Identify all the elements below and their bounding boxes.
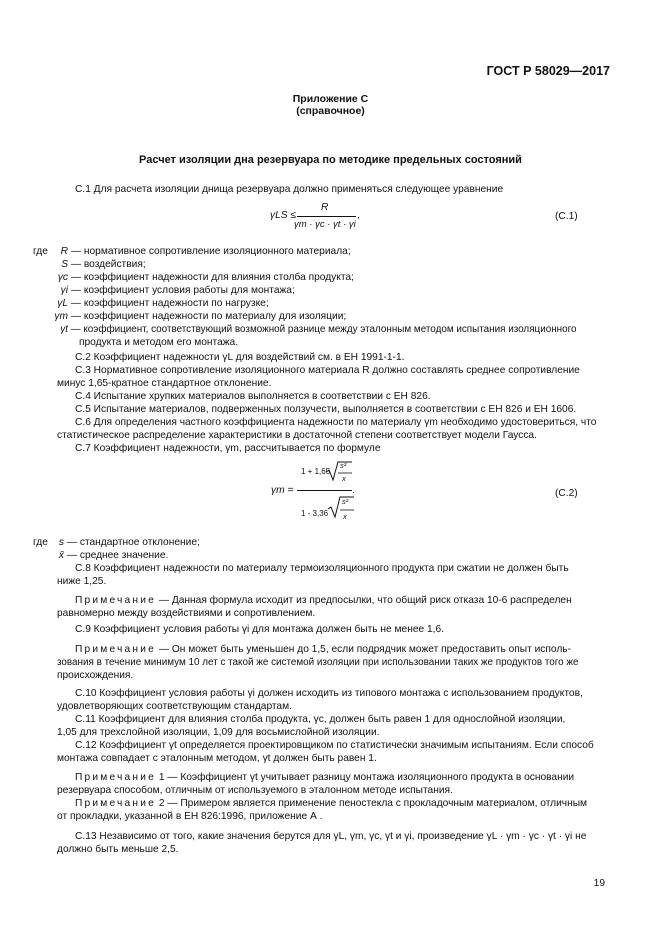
paragraph-c13-line2: должно быть меньше 2,5.	[57, 844, 179, 855]
formula2-period: .	[352, 485, 355, 496]
note-1-line2: равномерно между воздействиями и сопротивлением.	[57, 608, 316, 619]
annex-title: Приложение С	[292, 93, 369, 105]
definition-item: где R — нормативное сопротивление изоляционного материала;	[33, 246, 351, 257]
paragraph-c1: С.1 Для расчета изоляции днища резервуара должно применяться следующее уравнение	[75, 184, 504, 195]
paragraph-c10-line2: удовлетворяющих соответствующим стандартам.	[57, 701, 292, 712]
definition-item: γm — коэффициент надежности по материалу для изоляции;	[54, 311, 347, 322]
paragraph-c7: С.7 Коэффициент надежности, γm, рассчитывается по формуле	[75, 443, 381, 454]
formula2-fraction-bar	[297, 490, 352, 491]
note-3-line1: Примечание 1 — Коэффициент γt учитывает разницу монтажа изоляционного продукта в основании	[75, 772, 575, 783]
formula1-comma: ,	[357, 210, 360, 221]
paragraph-c6-line2: статистическое распределение характеристики в достаточной степени соответствует модели Гаусса.	[57, 430, 537, 441]
note-2-line1: Примечание — Он может быть уменьшен до 1,5, если подрядчик может предоставить опыт исполь-	[75, 644, 571, 655]
note-2-line2: зования в течение минимум 10 лет с такой же системой изоляции при использовании таких же продуктов того же	[57, 657, 579, 668]
formula2-den-s2: s²	[342, 497, 349, 506]
formula2-num-xbar: x	[342, 474, 346, 483]
definition-item: γL — коэффициент надежности по нагрузке;	[57, 298, 269, 309]
annex-subtitle: (справочное)	[296, 105, 365, 117]
standard-header: ГОСТ Р 58029—2017	[486, 64, 610, 78]
paragraph-c11-line2: 1,05 для трехслойной изоляции, 1,09 для восьмислойной изоляции.	[57, 727, 380, 738]
paragraph-c13-line1: С.13 Независимо от того, какие значения берутся для γL, γm, γc, γt и γi, произведение γL · γm · γc · γt · γi не	[75, 831, 587, 842]
formula2-num-prefix: 1 + 1,65	[301, 467, 331, 476]
section-title: Расчет изоляции дна резервуара по методике предельных состояний	[139, 154, 522, 166]
definition-item: x̄ — среднее значение.	[58, 550, 169, 561]
paragraph-c3-line2: минус 1,65-кратное стандартное отклонение.	[57, 378, 272, 389]
formula2-num-s2: s²	[340, 461, 347, 470]
formula2-den-sqrt	[327, 496, 355, 526]
definition-item: S — воздействия;	[61, 259, 146, 270]
paragraph-c9: С.9 Коэффициент условия работы γi для монтажа должен быть не менее 1,6.	[75, 624, 444, 635]
paragraph-c11-line1: С.11 Коэффициент для влияния столба продукта, γc, должен быть равен 1 для однослойной изоляции,	[75, 714, 566, 725]
definition-item: γt — коэффициент, соответствующий возможной разнице между эталонным методом испытания изоляционного	[60, 324, 577, 335]
formula2-num-sqrt	[325, 461, 353, 489]
paragraph-c3-line1: С.3 Нормативное сопротивление изоляционного материала R должно составлять среднее сопротивление	[75, 365, 580, 376]
paragraph-c8-line1: С.8 Коэффициент надежности по материалу термоизоляционного продукта при сжатии не должен быть	[75, 563, 569, 574]
note-1-line1: Примечание — Данная формула исходит из предпосылки, что общий риск отказа 10-6 распределен	[75, 595, 572, 606]
note-3-line2: резервуара способом, отличным от используемого в эталонном методе испытания.	[57, 785, 453, 796]
paragraph-c12-line1: С.12 Коэффициент γt определяется проектировщиком по статистически значимым испытаниям. Если способ	[75, 740, 594, 751]
paragraph-c10-line1: С.10 Коэффициент условия работы γi должен исходить из типового монтажа с использованием продуктов,	[75, 688, 583, 699]
formula2-label: (С.2)	[555, 488, 578, 499]
definition-item: где s — стандартное отклонение;	[33, 537, 200, 548]
formula2-lhs: γm =	[271, 485, 294, 496]
paragraph-c2: С.2 Коэффициент надежности γL для воздействий см. в ЕН 1991-1-1.	[75, 352, 405, 363]
paragraph-c8-line2: ниже 1,25.	[57, 576, 107, 587]
formula1-numerator: R	[321, 202, 329, 213]
formula1-label: (С.1)	[555, 211, 578, 222]
paragraph-c6-line1: С.6 Для определения частного коэффициента надежности по материалу γm необходимо удостовериться, что	[75, 417, 597, 428]
formula2-den-xbar: x	[343, 512, 347, 521]
note-4-line2: от прокладки, указанной в ЕН 826:1996, приложение А .	[57, 811, 323, 822]
definition-item: γc — коэффициент надежности для влияния столба продукта;	[57, 272, 354, 283]
note-2-line3: происхождения.	[57, 670, 134, 681]
paragraph-c4: С.4 Испытание хрупких материалов выполняется в соответствии с ЕН 826.	[75, 391, 431, 402]
note-4-line1: Примечание 2 — Примером является применение пеностекла с прокладочным материалом, отличным	[75, 798, 588, 809]
page-number: 19	[593, 878, 605, 889]
formula1-lhs: γLS ≤	[270, 210, 296, 221]
definition-item: γi — коэффициент условия работы для монтажа;	[60, 285, 295, 296]
formula1-denominator: γm · γc · γt · γi	[294, 219, 356, 230]
paragraph-c5: С.5 Испытание материалов, подверженных ползучести, выполняется в соответствии с ЕН 826 и ЕН 1606.	[75, 404, 577, 415]
formula2-den-prefix: 1 - 3,36	[301, 509, 329, 518]
formula1-fraction-bar	[297, 216, 356, 217]
definition-item: продукта и методом его монтажа.	[79, 337, 239, 348]
paragraph-c12-line2: монтажа совпадает с эталонным методом, γt должен быть равен 1.	[57, 753, 377, 764]
